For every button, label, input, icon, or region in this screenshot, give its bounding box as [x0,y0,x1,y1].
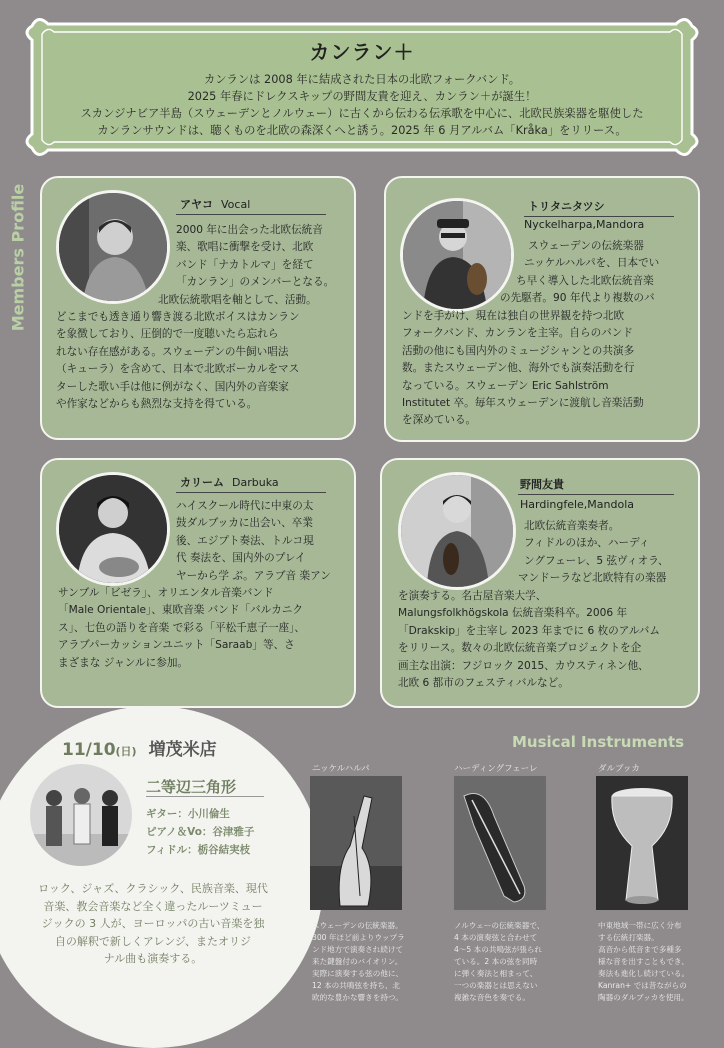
instrument-name: ニッケルハルパ [312,764,370,774]
band-title: カンラン＋ [309,40,415,64]
instrument-name: ダルブッカ [598,764,640,774]
event-venue: 増茂米店 [148,740,217,760]
instrument-description: スウェーデンの伝統楽器。 300 年ほど前よりウップラ ンド地方で演奏され続けて 来た鍵盤付のバイオリン。 実際に演奏する弦の他に、 12 本の共鳴弦を持ち、北 欧的な豊かな響きを持つ。 [312,921,405,1002]
member-photo [56,472,170,586]
member-card-noma [380,458,700,708]
member-photo [56,190,170,304]
instrument-description: ノルウェーの伝統楽器で、 4 本の演奏弦と合わせて 4〜5 本の共鳴弦が張られ ている。2 本の弦を同時 に弾く奏法と相まって、 一つの楽器とは思えない 複雑な音色を奏でる。 [454,921,545,1002]
band-divider [146,796,264,797]
member-card-kareem [40,458,356,708]
band-photo [30,764,132,866]
event-day: (日) [115,745,137,758]
member-photo [398,472,516,590]
name-divider [176,214,326,215]
nyckelharpa-image [310,776,402,910]
member-name: トリタニタツシ [528,200,605,213]
event-date: 11/10(日) 増茂米店 [62,740,217,760]
member-bio-top: スウェーデンの伝統楽器 ニッケルハルパを、日本でい ち早く導入した北欧伝統音楽 の先駆者。90 年代より複数のバ [500,240,660,305]
instrument-name: ハーディングフェーレ [454,764,538,774]
intro-line: カンランは 2008 年に結成された日本の北欧フォークバンド。 [203,73,521,86]
member-bio: サンブル「ビゼラ」、オリエンタル音楽バンド 「Male Orientale」、東欧音楽 バンド「バルカニク ス」、七色の語りを音楽 で彩る「平松千恵子一座」、 アラブパーカッションユニット「Saraab」等、さ まざまな ジャンルに参加。 [58,587,306,669]
member-name: 野間友貴 [520,478,564,491]
member-role: Nyckelharpa,Mandora [524,218,645,231]
member-bio: を演奏する。名古屋音楽大学、 Malungsfolkhögskola 伝統音楽科卒。2006 年 「Drakskip」を主宰し 2023 年までに 6 枚のアルバム をリリース。数々の北欧伝統音楽プロジェクトを企 画主な出演：フジロック 2015、カウスティネン他、 北欧 6 都市のフェスティバルなど。 [398,590,660,690]
instruments-heading: Musical Instruments [512,733,685,751]
instrument-description: 中東地域一帯に広く分布 する伝統打楽器。 高音から低音まで多種多 様な音を出すこともでき、 奏法も進化し続けている。 Kanran+ では昔ながらの 陶器のダルブッカを使用。 [598,921,690,1002]
band-name: 二等辺三角形 [146,778,237,796]
member-role: Darbuka [232,476,279,489]
darbuka-image [596,776,688,910]
intro-line: 2025 年春にドレクスキップの野間友貴を迎え、カンラン＋が誕生！ [187,90,537,103]
member-bio: どこまでも透き通り響き渡る北欧ボイスはカンラン を象徴しており、圧倒的で一度聴いたら忘れら れない存在感がある。スウェーデンの牛飼い唱法 （キューラ）を含めて、日本で北欧ボーカルをマス ターした歌い手は他に例がなく、国内外の音楽家 や作家などからも熱烈な支持を得ている。 [56,311,300,411]
member-bio-top: 2000 年に出会った北欧伝統音 楽、歌唱に衝撃を受け、北欧 バンド「ナカトルマ」を経て 「カンラン」のメンバーとなる。 北欧伝統歌唱を軸として、活動。 [158,224,335,306]
member-photo [400,198,514,312]
member-role: Hardingfele,Mandola [520,498,635,511]
band-member: ピアノ＆Vo：谷津雅子 [146,826,255,838]
member-bio-top: ハイスクール時代に中東の太 鼓ダルブッカに出会い、卒業 後、エジプト奏法、トルコ現 代 奏法を、国内外のプレイ ヤーから学 ぶ。アラブ音 楽アン [176,500,331,582]
member-card-toritani [384,176,700,442]
name-divider [518,494,674,495]
members-profile-label: Members Profile [8,183,28,332]
intro-line: スカンジナビア半島（スウェーデンとノルウェー）に古くから伝わる伝承歌を中心に、北欧民族楽器を駆使した [80,107,644,120]
intro-line: カンランサウンドは、聴くものを北欧の森深くへと誘う。2025 年 6 月アルバム「Kråka」をリリース。 [97,124,627,137]
header-banner [18,12,706,162]
band-description: ロック、ジャズ、クラシック、民族音楽、現代 音楽、教会音楽など全く違ったルーツミュー ジックの 3 人が、ヨーロッパの古い音楽を独 自の解釈で新しくアレンジ、またオリジ ナル曲も演奏する。 [38,882,268,965]
member-card-ayako [40,176,356,440]
name-divider [176,492,326,493]
member-role: Vocal [221,198,251,211]
member-name: カリーム Darbuka [180,476,279,489]
member-bio-top: 北欧伝統音楽奏者。 フィドルのほか、ハーディ ングフェーレ、5 弦ヴィオラ、 マンドーラなど北欧特有の楽器 [518,520,669,585]
member-bio: ンドを手がけ、現在は独自の世界観を持つ北欧 フォークバンド、カンランを主宰。自らのバンド 活動の他にも国内外のミュージシャンとの共演多 数。またスウェーデン他、海外でも演奏活動を行 なっている。スウェーデン Eric Sahlström Institutet 卒。毎年スウェーデンに渡航し音楽活動 を深めている。 [402,310,644,427]
band-member: フィドル：栃谷結実枝 [146,844,251,856]
band-member: ギター：小川倫生 [146,808,230,820]
name-divider [524,216,674,217]
hardingfele-image [454,776,546,910]
member-name: アヤコ Vocal [180,198,251,211]
